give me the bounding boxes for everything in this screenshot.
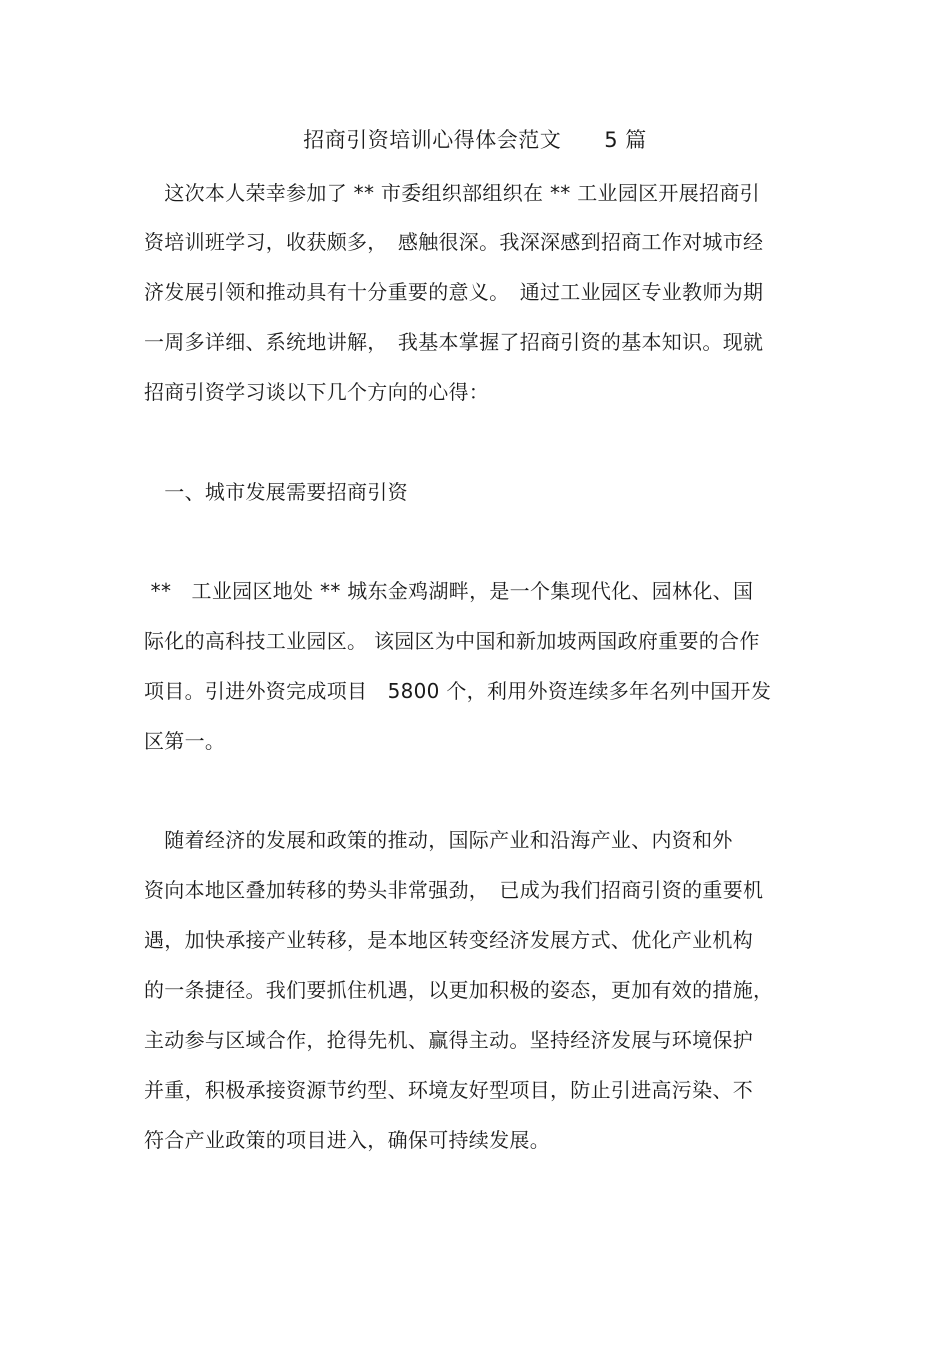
paragraph-3-line-5: 主动参与区域合作，抢得先机、赢得主动。坚持经济发展与环境保护 <box>144 1028 753 1052</box>
section-heading-1: 一、城市发展需要招商引资 <box>144 480 408 504</box>
paragraph-1-line-2: 资培训班学习，收获颇多， 感触很深。我深深感到招商工作对城市经 <box>144 230 764 254</box>
paragraph-1-line-5: 招商引资学习谈以下几个方向的心得： <box>144 380 490 404</box>
paragraph-1-line-3: 济发展引领和推动具有十分重要的意义。 通过工业园区专业教师为期 <box>144 280 764 304</box>
paragraph-1-line-4: 一周多详细、系统地讲解， 我基本掌握了招商引资的基本知识。现就 <box>144 330 764 354</box>
paragraph-3-line-1: 随着经济的发展和政策的推动，国际产业和沿海产业、内资和外 <box>144 828 733 852</box>
paragraph-3-line-4: 的一条捷径。我们要抓住机遇，以更加积极的姿态，更加有效的措施， <box>144 978 774 1002</box>
paragraph-2-line-1: ** 工业园区地处 ** 城东金鸡湖畔，是一个集现代化、园林化、国 <box>144 579 754 603</box>
paragraph-3-line-6: 并重，积极承接资源节约型、环境友好型项目，防止引进高污染、不 <box>144 1078 753 1102</box>
paragraph-3-line-2: 资向本地区叠加转移的势头非常强劲， 已成为我们招商引资的重要机 <box>144 878 764 902</box>
paragraph-3-line-3: 遇，加快承接产业转移，是本地区转变经济发展方式、优化产业机构 <box>144 928 753 952</box>
paragraph-2-line-2: 际化的高科技工业园区。 该园区为中国和新加坡两国政府重要的合作 <box>144 629 760 653</box>
paragraph-2-line-3: 项目。引进外资完成项目 5800 个，利用外资连续多年名列中国开发 <box>144 679 772 703</box>
document-title: 招商引资培训心得体会范文 5 篇 <box>303 128 647 152</box>
paragraph-2-line-4: 区第一。 <box>144 729 226 753</box>
paragraph-3-line-7: 符合产业政策的项目进入，确保可持续发展。 <box>144 1128 550 1152</box>
paragraph-1-line-1: 这次本人荣幸参加了 ** 市委组织部组织在 ** 工业园区开展招商引 <box>144 181 760 205</box>
